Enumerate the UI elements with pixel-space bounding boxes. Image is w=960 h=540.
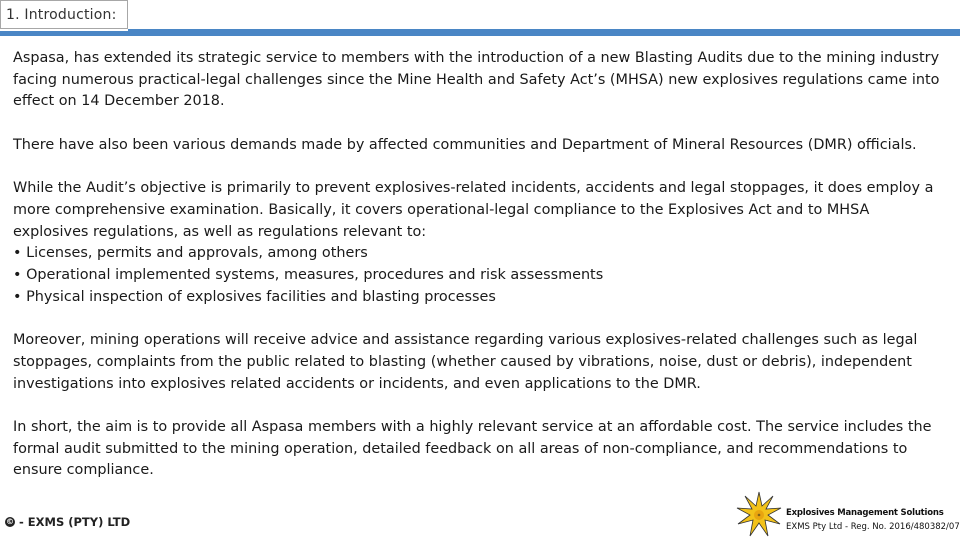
footer-brand [786, 508, 960, 532]
paragraph-demands: There have also been various demands made by affected communities and Department of Mineral Resources (DMR) officials. [13, 136, 917, 153]
paragraph-intro: Aspasa, has extended its strategic service to members with the introduction of a new Blasting Audits due to the mining industry facing numerous practical-legal challenges since the Mine Health and Safety Act’s (MHSA) new explosives regulations came into effect on 14 December 2018. [13, 50, 940, 110]
bullet-list [13, 243, 948, 308]
footer-copyright [5, 515, 130, 529]
bullet-item: • Licenses, permits and approvals, among others [13, 245, 368, 262]
brand-name: Explosives Management Solutions [786, 508, 944, 518]
slide-title: 1. Introduction: [6, 7, 117, 23]
bullet-item: • Operational implemented systems, measures, procedures and risk assessments [13, 267, 604, 283]
copyright-icon: © [6, 517, 14, 526]
paragraph-objective [13, 178, 948, 308]
title-accent-bar [128, 29, 960, 36]
paragraph-advice: Moreover, mining operations will receive advice and assistance regarding various explosives-related challenges such as legal stoppages, complaints from the public related to blasting (whether caused by vibrations, noise, dust or debris), independent investigations into explosives related accidents or incidents, and even applications to the DMR. [13, 332, 918, 392]
explosion-star-icon [735, 490, 783, 538]
paragraph-summary: In short, the aim is to provide all Aspasa members with a highly relevant service at an affordable cost. The service includes the formal audit submitted to the mining operation, detailed feedback on all areas of non-compliance, and recommendations to ensure compliance. [13, 418, 932, 479]
objective-text: While the Audit’s objective is primarily to prevent explosives-related incidents, accidents and legal stoppages, it does employ a more comprehensive examination. Basically, it covers operational-legal compliance to the Explosives Act and to MHSA explosives regulations, as well as regulations relevant to: [13, 180, 934, 240]
svg-text:*: * [757, 513, 761, 520]
title-underline-left [0, 31, 128, 36]
bullet-item: • Physical inspection of explosives facilities and blasting processes [13, 288, 496, 305]
registration-number: EXMS Pty Ltd - Reg. No. 2016/480382/07 [786, 522, 960, 532]
slide-title-box [0, 0, 128, 29]
copyright-text: - EXMS (PTY) LTD [19, 515, 131, 529]
slide-body [13, 48, 948, 482]
